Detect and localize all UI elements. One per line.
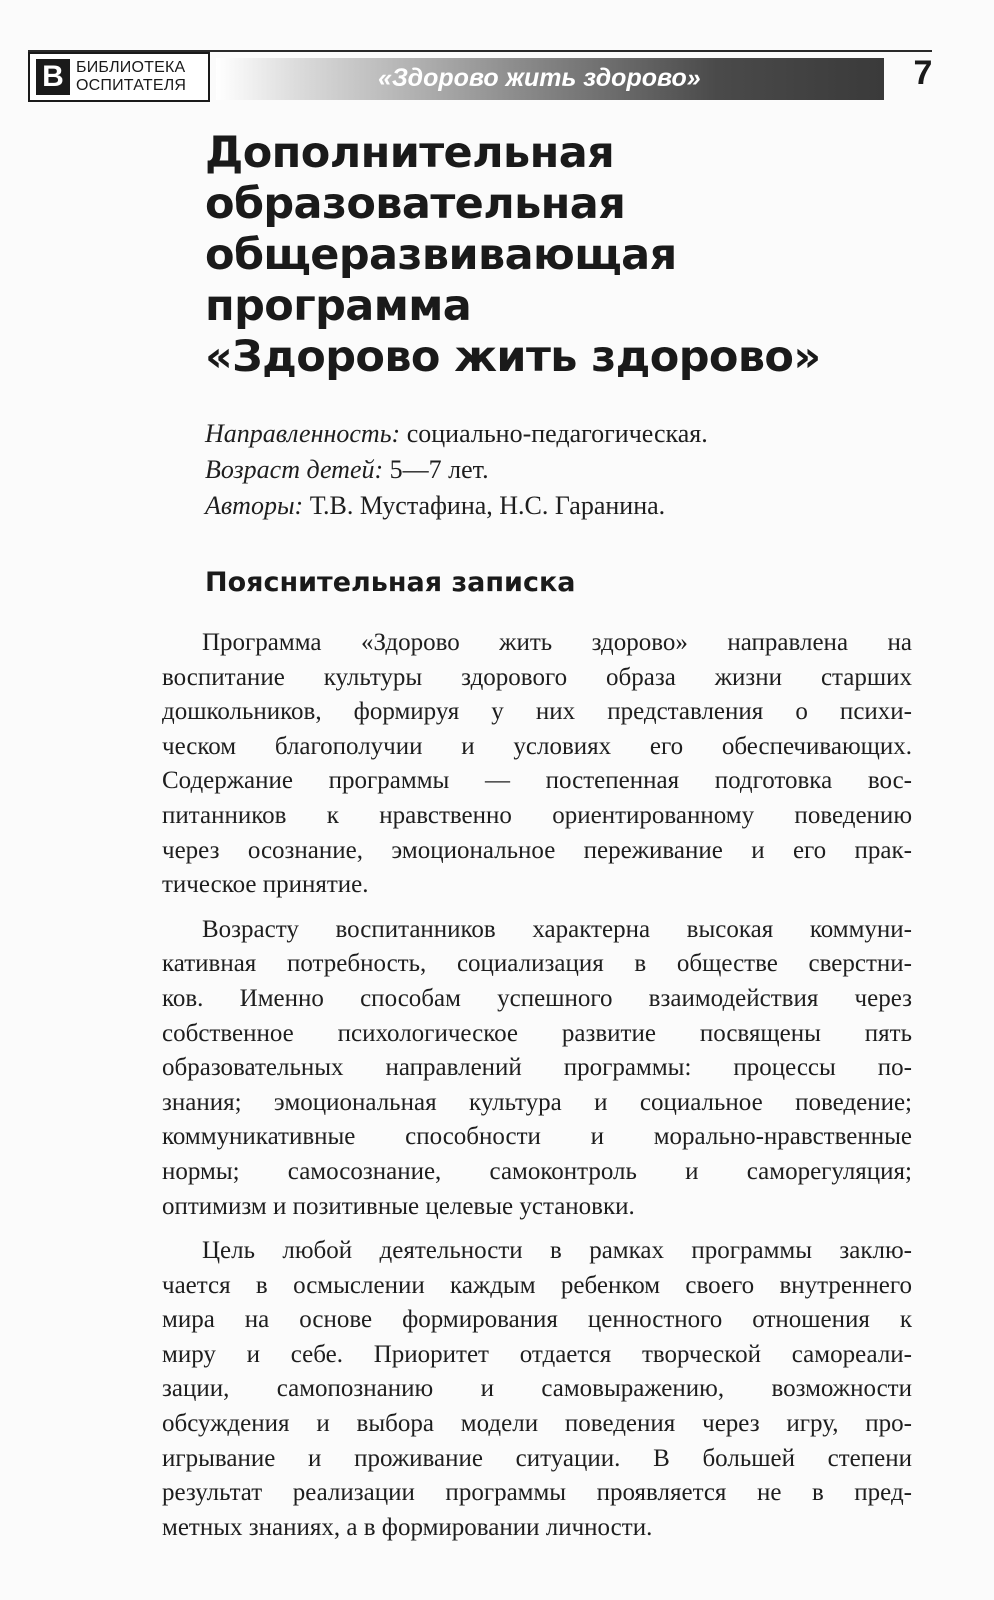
meta-label: Направленность:	[205, 419, 401, 448]
text-line: Цель любой деятельности в рамках программы заклю-	[202, 1237, 912, 1265]
logo-text	[76, 59, 186, 95]
title-line: «Здорово жить здорово»	[205, 332, 821, 382]
title-line: программа	[205, 281, 472, 331]
title-line: Дополнительная	[205, 128, 615, 178]
title-line: общеразвивающая	[205, 230, 677, 280]
paragraph	[162, 913, 912, 1224]
text-line: оптимизм и позитивные целевые установки.	[162, 1192, 635, 1220]
text-line: Содержание программы — постепенная подготовка вос-	[162, 767, 912, 795]
text-line: результат реализации программы проявляется не в пред-	[162, 1479, 912, 1507]
body-text	[162, 626, 912, 1555]
text-line: воспитание культуры здорового образа жизни старших	[162, 663, 912, 691]
text-line: собственное психологическое развитие посвящены пять	[162, 1019, 912, 1047]
meta-value: социально-педагогическая.	[400, 419, 708, 448]
text-line: кативная потребность, социализация в обществе сверстни-	[162, 950, 912, 978]
text-line: метных знаниях, а в формировании личности.	[162, 1513, 653, 1541]
running-header	[28, 48, 932, 104]
series-logo	[28, 52, 210, 102]
text-line: чается в осмыслении каждым ребенком своего внутреннего	[162, 1271, 912, 1299]
program-meta	[205, 416, 905, 524]
text-line: мира на основе формирования ценностного отношения к	[162, 1306, 912, 1334]
text-line: обсуждения и выбора модели поведения через игру, про-	[162, 1410, 912, 1438]
running-title: «Здорово жить здорово»	[378, 64, 701, 92]
meta-label: Возраст детей:	[205, 455, 384, 484]
text-line: ческом благополучии и условиях его обеспечивающих.	[162, 732, 912, 760]
text-line: Возрасту воспитанников характерна высокая коммуни-	[202, 915, 912, 943]
text-line: через осознание, эмоциональное переживание и его прак-	[162, 836, 912, 864]
text-line: тическое принятие.	[162, 871, 369, 899]
meta-orientation	[205, 416, 905, 452]
page-number: 7	[913, 54, 933, 92]
text-line: зации, самопознанию и самовыражению, возможности	[162, 1375, 912, 1403]
meta-value: 5—7 лет.	[383, 455, 489, 484]
chapter-title	[205, 128, 905, 383]
text-line: ков. Именно способам успешного взаимодействия через	[162, 984, 912, 1012]
meta-authors	[205, 488, 905, 524]
text-line: миру и себе. Приоритет отдается творческой самореали-	[162, 1340, 912, 1368]
logo-line-2: ОСПИТАТЕЛЯ	[76, 77, 187, 94]
text-line: игрывание и проживание ситуации. В большей степени	[162, 1444, 912, 1472]
paragraph	[162, 626, 912, 903]
logo-line-1: БИБЛИОТЕКА	[76, 59, 186, 76]
paragraph	[162, 1234, 912, 1545]
title-line: образовательная	[205, 179, 626, 229]
text-line: образовательных направлений программы: процессы по-	[162, 1054, 912, 1082]
text-line: питанников к нравственно ориентированному поведению	[162, 801, 912, 829]
text-line: коммуникативные способности и морально-нравственные	[162, 1123, 912, 1151]
text-line: Программа «Здорово жить здорово» направлена на	[202, 629, 912, 656]
meta-value: Т.В. Мустафина, Н.С. Гаранина.	[303, 491, 666, 520]
logo-letter: В	[36, 59, 70, 95]
section-heading: Пояснительная записка	[205, 567, 576, 598]
text-line: дошкольников, формируя у них представления о психи-	[162, 698, 912, 726]
meta-label: Авторы:	[205, 491, 304, 520]
meta-age	[205, 452, 905, 488]
text-line: знания; эмоциональная культура и социальное поведение;	[162, 1088, 912, 1116]
text-line: нормы; самосознание, самоконтроль и саморегуляция;	[162, 1157, 912, 1185]
